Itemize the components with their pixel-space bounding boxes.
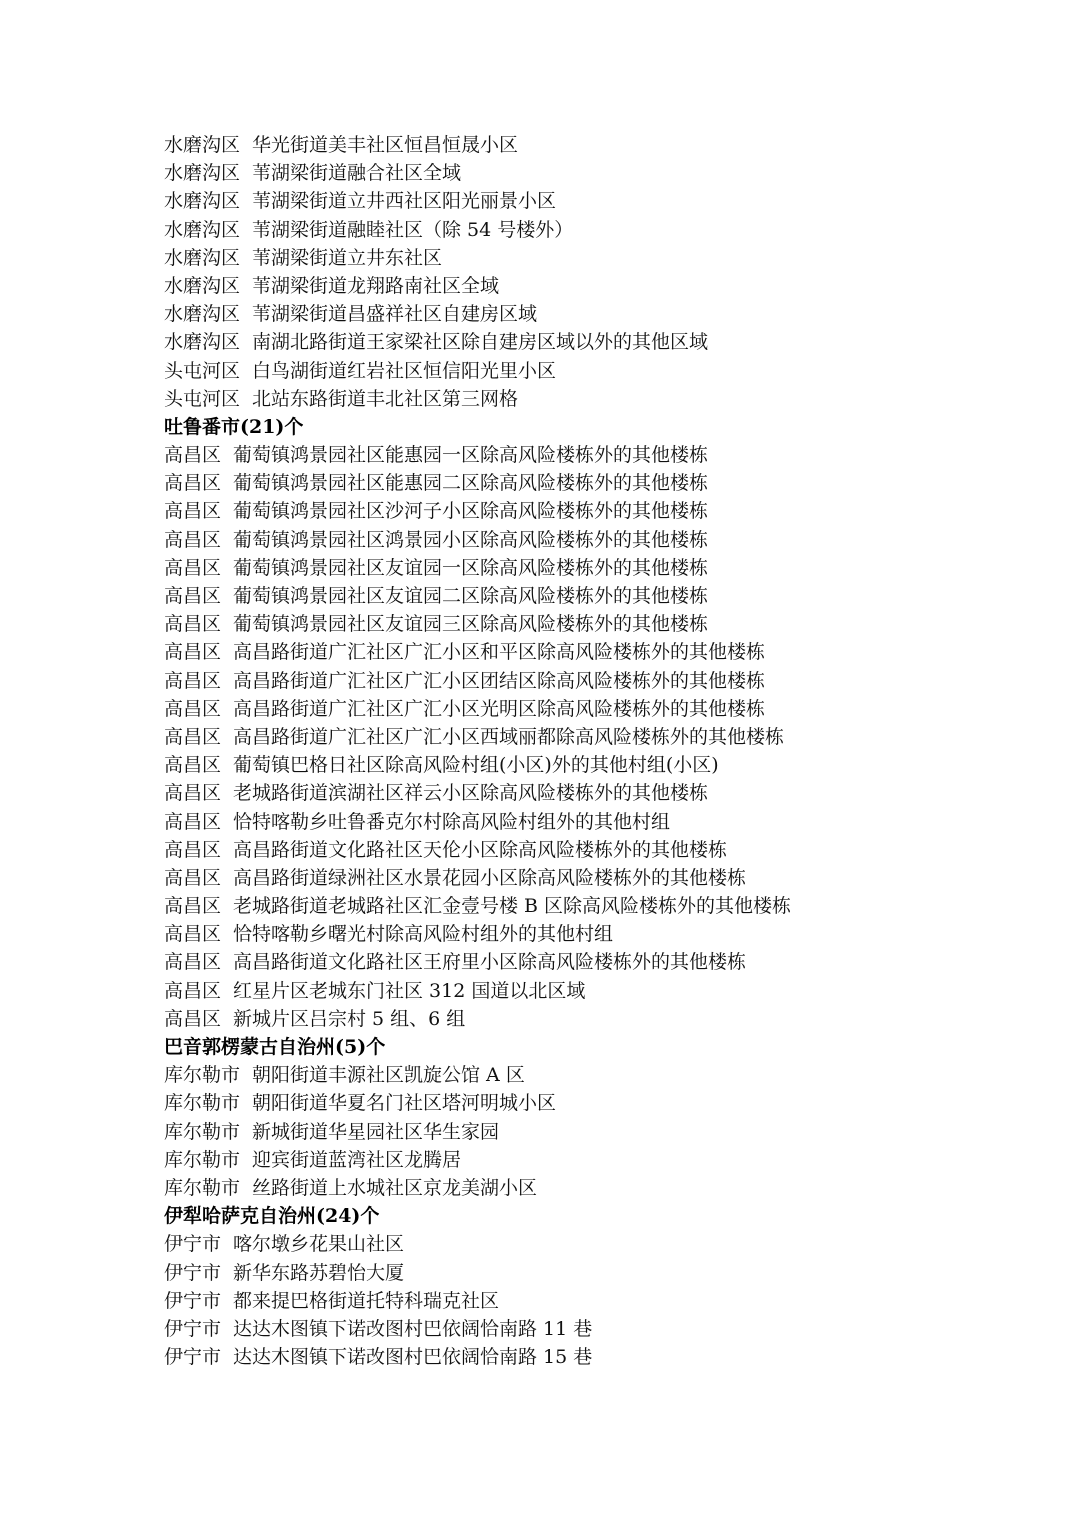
list-item: [164, 497, 1044, 525]
district-name: 高昌区: [164, 979, 222, 1002]
district-name: 水磨沟区: [164, 162, 241, 185]
district-name: 水磨沟区: [164, 134, 241, 156]
district-name: 高昌区: [164, 923, 222, 946]
district-name: 高昌区: [164, 669, 222, 692]
district-name: 高昌区: [164, 866, 222, 889]
district-name: 高昌区: [164, 556, 222, 579]
district-name: 头屯河区: [164, 359, 241, 382]
district-name: 伊宁市: [164, 1261, 222, 1284]
location-text: 华光街道美丰社区恒昌恒晟小区: [252, 134, 519, 156]
location-text: 朝阳街道丰源社区凯旋公馆 A 区: [252, 1064, 525, 1087]
district-name: 头屯河区: [164, 387, 241, 410]
district-name: 高昌区: [164, 1007, 222, 1030]
district-name: 高昌区: [164, 444, 222, 467]
list-item: [164, 836, 1044, 864]
location-text: 红星片区老城东门社区 312 国道以北区域: [233, 979, 586, 1002]
district-name: 高昌区: [164, 782, 222, 805]
location-text: 高昌路街道广汇社区广汇小区西域丽都除高风险楼栋外的其他楼栋: [233, 725, 785, 748]
district-name: 水磨沟区: [164, 190, 241, 213]
location-text: 葡萄镇鸿景园社区鸿景园小区除高风险楼栋外的其他楼栋: [233, 528, 709, 551]
section-heading: 巴音郭楞蒙古自治州(5)个: [164, 1036, 386, 1058]
document-page: [164, 131, 1044, 1371]
district-name: 高昌区: [164, 613, 222, 636]
list-item: [164, 1174, 1044, 1202]
location-text: 恰特喀勒乡曙光村除高风险村组外的其他村组: [233, 923, 614, 946]
location-text: 高昌路街道广汇社区广汇小区光明区除高风险楼栋外的其他楼栋: [233, 697, 766, 720]
location-text: 丝路街道上水城社区京龙美湖小区: [252, 1176, 538, 1199]
location-text: 葡萄镇鸿景园社区友谊园三区除高风险楼栋外的其他楼栋: [233, 613, 709, 636]
location-text: 喀尔墩乡花果山社区: [233, 1233, 405, 1256]
list-item: [164, 1230, 1044, 1258]
district-name: 高昌区: [164, 585, 222, 607]
location-text: 苇湖梁街道立井西社区阳光丽景小区: [252, 190, 557, 213]
district-name: 高昌区: [164, 725, 222, 748]
location-text: 白鸟湖街道红岩社区恒信阳光里小区: [252, 359, 557, 382]
district-name: 水磨沟区: [164, 274, 241, 297]
location-text: 葡萄镇鸿景园社区友谊园一区除高风险楼栋外的其他楼栋: [233, 556, 709, 579]
district-name: 库尔勒市: [164, 1064, 241, 1087]
location-text: 高昌路街道广汇社区广汇小区团结区除高风险楼栋外的其他楼栋: [233, 669, 766, 692]
list-item: [164, 385, 1044, 413]
location-text: 迎宾街道蓝湾社区龙腾居: [252, 1148, 462, 1171]
list-item: [164, 159, 1044, 187]
district-name: 高昌区: [164, 754, 222, 777]
list-item: [164, 1005, 1044, 1033]
location-text: 新城片区吕宗村 5 组、6 组: [233, 1007, 466, 1030]
district-name: 高昌区: [164, 697, 222, 720]
list-item: [164, 723, 1044, 751]
district-name: 高昌区: [164, 472, 222, 495]
list-item: [164, 948, 1044, 976]
list-item: [164, 469, 1044, 497]
district-name: 水磨沟区: [164, 246, 241, 269]
location-text: 新华东路苏碧怡大厦: [233, 1261, 405, 1284]
location-text: 高昌路街道文化路社区天伦小区除高风险楼栋外的其他楼栋: [233, 838, 728, 861]
location-text: 朝阳街道华夏名门社区塔河明城小区: [252, 1092, 557, 1115]
list-item: [164, 1315, 1044, 1343]
location-text: 达达木图镇下诺改图村巴依阔恰南路 15 巷: [233, 1346, 593, 1369]
district-name: 高昌区: [164, 500, 222, 523]
list-item: [164, 864, 1044, 892]
district-name: 水磨沟区: [164, 303, 241, 326]
location-text: 新城街道华星园社区华生家园: [252, 1120, 500, 1143]
list-item: [164, 357, 1044, 385]
list-item: [164, 1259, 1044, 1287]
list-item: [164, 1061, 1044, 1089]
location-text: 苇湖梁街道立井东社区: [252, 246, 443, 269]
list-item: [164, 526, 1044, 554]
district-name: 库尔勒市: [164, 1148, 241, 1171]
location-text: 苇湖梁街道龙翔路南社区全域: [252, 274, 500, 297]
district-name: 伊宁市: [164, 1289, 222, 1312]
location-text: 苇湖梁街道融睦社区（除 54 号楼外）: [252, 218, 574, 241]
list-item: [164, 779, 1044, 807]
district-name: 库尔勒市: [164, 1176, 241, 1199]
section-heading: 伊犁哈萨克自治州(24)个: [164, 1205, 380, 1228]
list-item: [164, 1343, 1044, 1371]
district-name: 伊宁市: [164, 1233, 222, 1256]
district-name: 库尔勒市: [164, 1092, 241, 1115]
location-text: 葡萄镇巴格日社区除高风险村组(小区)外的其他村组(小区): [233, 754, 719, 777]
list-item: [164, 1118, 1044, 1146]
list-item: [164, 751, 1044, 779]
location-text: 达达木图镇下诺改图村巴依阔恰南路 11 巷: [233, 1317, 593, 1340]
list-item: [164, 328, 1044, 356]
list-item: [164, 638, 1044, 666]
district-name: 高昌区: [164, 951, 222, 974]
list-item: [164, 610, 1044, 638]
list-item: [164, 977, 1044, 1005]
list-item: [164, 695, 1044, 723]
location-text: 高昌路街道广汇社区广汇小区和平区除高风险楼栋外的其他楼栋: [233, 641, 766, 664]
district-name: 高昌区: [164, 810, 222, 833]
location-text: 苇湖梁街道昌盛祥社区自建房区域: [252, 303, 538, 326]
district-name: 水磨沟区: [164, 218, 241, 241]
location-text: 葡萄镇鸿景园社区能惠园一区除高风险楼栋外的其他楼栋: [233, 444, 709, 467]
location-text: 葡萄镇鸿景园社区友谊园二区除高风险楼栋外的其他楼栋: [233, 585, 709, 607]
location-text: 老城路街道滨湖社区祥云小区除高风险楼栋外的其他楼栋: [233, 782, 709, 805]
location-text: 南湖北路街道王家梁社区除自建房区域以外的其他区域: [252, 331, 709, 354]
list-item: [164, 244, 1044, 272]
location-text: 北站东路街道丰北社区第三网格: [252, 387, 519, 410]
location-text: 高昌路街道文化路社区王府里小区除高风险楼栋外的其他楼栋: [233, 951, 747, 974]
list-item: [164, 300, 1044, 328]
list-item: [164, 441, 1044, 469]
list-item: [164, 272, 1044, 300]
list-item: [164, 1287, 1044, 1315]
location-text: 葡萄镇鸿景园社区沙河子小区除高风险楼栋外的其他楼栋: [233, 500, 709, 523]
location-text: 高昌路街道绿洲社区水景花园小区除高风险楼栋外的其他楼栋: [233, 866, 747, 889]
location-text: 老城路街道老城路社区汇金壹号楼 B 区除高风险楼栋外的其他楼栋: [233, 895, 792, 918]
district-name: 库尔勒市: [164, 1120, 241, 1143]
list-item: [164, 582, 1044, 610]
district-name: 高昌区: [164, 528, 222, 551]
list-item: [164, 892, 1044, 920]
district-name: 水磨沟区: [164, 331, 241, 354]
list-item: [164, 187, 1044, 215]
list-item: [164, 1089, 1044, 1117]
district-name: 伊宁市: [164, 1346, 222, 1369]
district-name: 高昌区: [164, 641, 222, 664]
district-name: 高昌区: [164, 895, 222, 918]
location-text: 苇湖梁街道融合社区全域: [252, 162, 462, 185]
location-text: 都来提巴格街道托特科瑞克社区: [233, 1289, 500, 1312]
location-text: 恰特喀勒乡吐鲁番克尔村除高风险村组外的其他村组: [233, 810, 671, 833]
district-name: 伊宁市: [164, 1317, 222, 1340]
list-item: [164, 667, 1044, 695]
list-item: [164, 131, 1044, 159]
list-item: [164, 554, 1044, 582]
location-text: 葡萄镇鸿景园社区能惠园二区除高风险楼栋外的其他楼栋: [233, 472, 709, 495]
list-item: [164, 808, 1044, 836]
list-item: [164, 1146, 1044, 1174]
district-name: 高昌区: [164, 838, 222, 861]
section-heading: 吐鲁番市(21)个: [164, 415, 304, 438]
list-item: [164, 216, 1044, 244]
list-item: [164, 920, 1044, 948]
